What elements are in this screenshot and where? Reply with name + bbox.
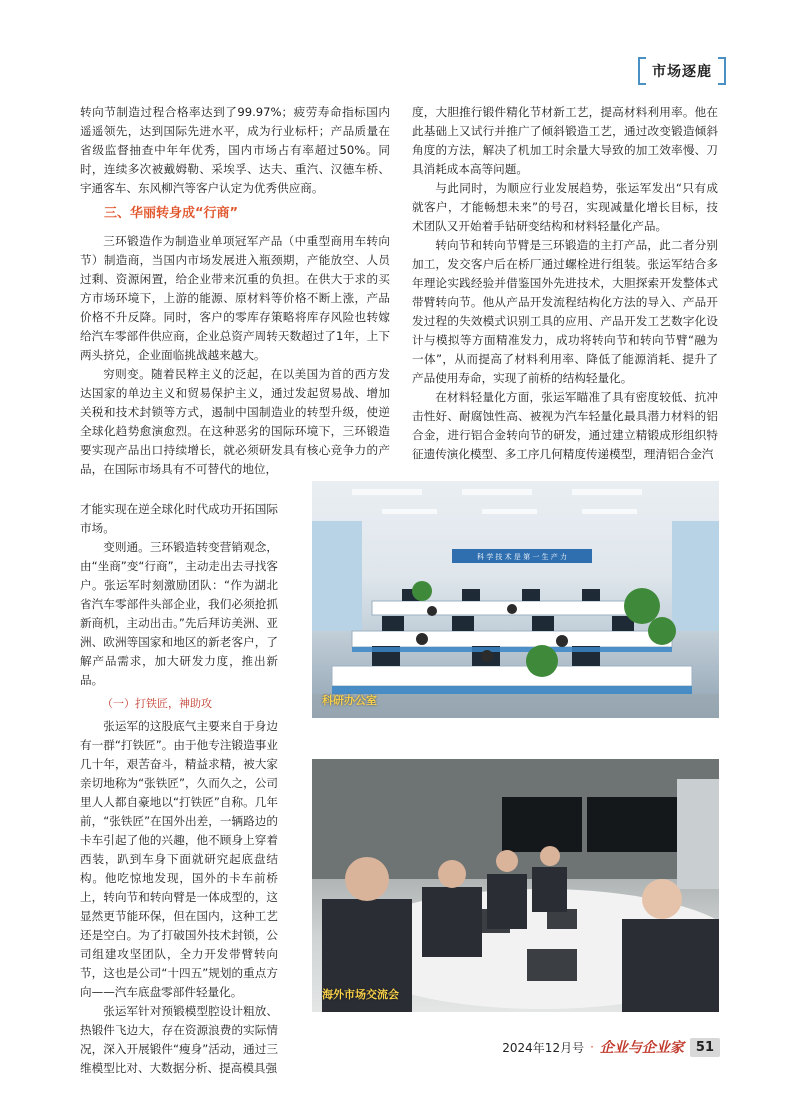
photo-caption: 海外市场交流会 [322, 988, 399, 1001]
paragraph: 转向节和转向节臂是三环锻造的主打产品，此二者分别加工，发交客户后在桥厂通过螺栓进行组装。张运军结合多年理论实践经验并借鉴国外先进技术，大胆探索开发整体式带臂转向节。他从产品开发流程结构化方法的导入、产品开发过程的失效模式识别工具的应用、产品开发工艺数字化设计与模拟等方面精准发力，成功将转向节和转向节臂“融为一体”，从而提高了材料利用率、降低了能源消耗、提升了产品使用寿命，实现了前桥的结构轻量化。 [412, 238, 718, 385]
bracket-left-icon [638, 57, 646, 85]
issue-date: 2024年12月号 [502, 1040, 585, 1055]
paragraph: 转向节制造过程合格率达到了99.97%；疲劳寿命指标国内遥遥领先，达到国际先进水平，成为行业标杆；产品质量在省级监督抽查中年年优秀，国内市场占有率超过50%。同时，连续多次被戴姆勒、采埃孚、达夫、重汽、汉德车桥、宇通客车、东风柳汽等客户认定为优秀供应商。 [80, 105, 390, 195]
paragraph: 才能实现在逆全球化时代成功开拓国际市场。 [80, 502, 278, 535]
paragraph: 张运军针对预锻模型腔设计粗放、热锻件飞边大，存在资源浪费的实际情况，深入开展锻件“瘦身”活动，通过三维模型比对、大数据分析、提高模具强 [80, 1004, 278, 1075]
paragraph: 与此同时，为顺应行业发展趋势，张运军发出“只有成就客户，才能畅想未来”的号召，实现减量化增长目标，技术团队又开始着手钻研变结构和材料轻量化产品。 [412, 181, 718, 233]
section-heading: 三、华丽转身成“行商” [104, 206, 239, 221]
office-photo [312, 481, 719, 718]
paragraph: 穷则变。随着民粹主义的泛起，在以美国为首的西方发达国家的单边主义和贸易保护主义，通过发起贸易战、增加关税和技术封锁等方式，遏制中国制造业的转型升级，使逆全球化趋势愈演愈烈。在这种恶劣的国际环境下，三环锻造要实现产品出口持续增长，就必须研发具有核心竞争力的产品，在国际市场具有不可替代的地位， [80, 367, 390, 476]
left-column-top [80, 103, 390, 479]
magazine-logo: 企业与企业家 [599, 1040, 684, 1056]
paragraph: 张运军的这股底气主要来自于身边有一群“打铁匠”。由于他专注锻造事业几十年，艰苦奋斗，精益求精，被大家亲切地称为“张铁匠”，久而久之，公司里人人都自豪地以“打铁匠”自称。几年前，“张铁匠”在国外出差，一辆路边的卡车引起了他的兴趣，他不顾身上穿着西装，趴到车身下面就研究起底盘结构。他吃惊地发现，国外的卡车前桥上，转向节和转向臂是一体成型的，这显然更节能环保，但在国内，这种工艺还是空白。为了打破国外技术封锁，公司组建攻坚团队，全力开发带臂转向节，这也是公司“十四五”规划的重点方向——汽车底盘零部件轻量化。 [80, 719, 278, 999]
subheading: （一）打铁匠，神助攻 [102, 697, 212, 710]
column-title: 市场逐鹿 [652, 64, 712, 80]
left-column-bottom [80, 500, 278, 1078]
page-footer [502, 1037, 720, 1057]
paragraph: 度，大胆推行锻件精化节材新工艺，提高材料利用率。他在此基础上又试行并推广了倾斜锻造工艺，通过改变锻造倾斜角度的方法，解决了机加工时余量大导致的加工效率慢、刀具消耗成本高等问题。 [412, 105, 718, 176]
right-column [412, 103, 718, 464]
meeting-photo [312, 759, 719, 1012]
meeting-scene-illustration [312, 759, 719, 1012]
office-banner-text: 科 学 技 术 是 第 一 生 产 力 [476, 553, 568, 561]
column-header [638, 58, 726, 84]
bracket-right-icon [718, 57, 726, 85]
page-number: 51 [690, 1038, 720, 1057]
footer-separator: · [590, 1040, 594, 1054]
office-scene-illustration [312, 481, 719, 718]
paragraph: 三环锻造作为制造业单项冠军产品（中重型商用车转向节）制造商，当国内市场发展进入瓶颈期，产能放空、人员过剩、资源闲置，给企业带来沉重的负担。在供大于求的买方市场环境下，上游的能源、原材料等价格不断上涨，产品价格不升反降。同时，客户的零库存策略将库存风险也转嫁给汽车零部件供应商，企业总资产周转天数超过了1年，上下两头挤兑，企业面临挑战越来越大。 [80, 234, 390, 362]
paragraph: 变则通。三环锻造转变营销观念，由“坐商”变“行商”，主动走出去寻找客户。张运军时刻激励团队：“作为湖北省汽车零部件头部企业，我们必须抢抓新商机，主动出击。”先后拜访美洲、亚洲、欧洲等国家和地区的新老客户，了解产品需求，加大研发力度，推出新品。 [80, 540, 278, 687]
paragraph: 在材料轻量化方面，张运军瞄准了具有密度较低、抗冲击性好、耐腐蚀性高、被视为汽车轻量化最具潜力材料的铝合金，进行铝合金转向节的研发，通过建立精锻成形组织特征遗传演化模型、多工序几何精度传递模型，理清铝合金汽 [412, 390, 718, 461]
photo-caption: 科研办公室 [322, 694, 377, 707]
